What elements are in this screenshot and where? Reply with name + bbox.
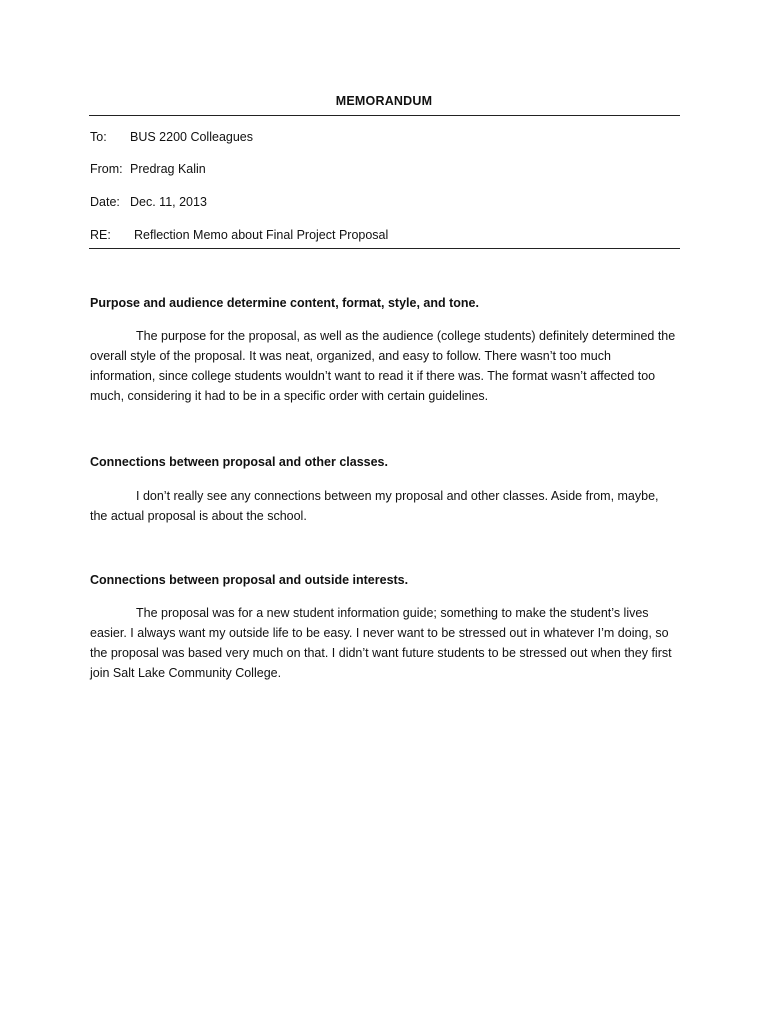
- header-top-rule: [89, 115, 680, 116]
- header-bottom-rule: [89, 248, 680, 249]
- section-heading-purpose: Purpose and audience determine content, format, style, and tone.: [90, 296, 479, 310]
- from-label: From:: [90, 162, 123, 176]
- section-heading-outside-interests: Connections between proposal and outside interests.: [90, 573, 409, 587]
- from-value: Predrag Kalin: [130, 162, 206, 176]
- memo-title: MEMORANDUM: [335, 94, 433, 108]
- to-label: To:: [90, 130, 107, 144]
- date-value: Dec. 11, 2013: [130, 195, 207, 209]
- to-value: BUS 2200 Colleagues: [130, 130, 253, 144]
- section-body-purpose: The purpose for the proposal, as well as the audience (college students) definitely determined the overall style of the proposal. It was neat, organized, and easy to follow. There wasn’t too much information, since college students wouldn’t want to read it if there was. The format wasn’t affected too much, considering it had to be in a specific order with certain guidelines.: [90, 329, 676, 403]
- re-label: RE:: [90, 228, 111, 242]
- date-label: Date:: [90, 195, 120, 209]
- section-heading-other-classes: Connections between proposal and other classes.: [90, 455, 388, 469]
- section-body-outside-interests: The proposal was for a new student information guide; something to make the student’s lives easier. I always want my outside life to be easy. I never want to be stressed out in whatever I’m doing, so the proposal was based very much on that. I didn’t want future students to be stressed out when they first join Salt Lake Community College.: [90, 606, 672, 680]
- section-body-other-classes: I don’t really see any connections between my proposal and other classes. Aside from, maybe, the actual proposal is about the school.: [90, 489, 659, 523]
- re-value: Reflection Memo about Final Project Proposal: [134, 228, 389, 242]
